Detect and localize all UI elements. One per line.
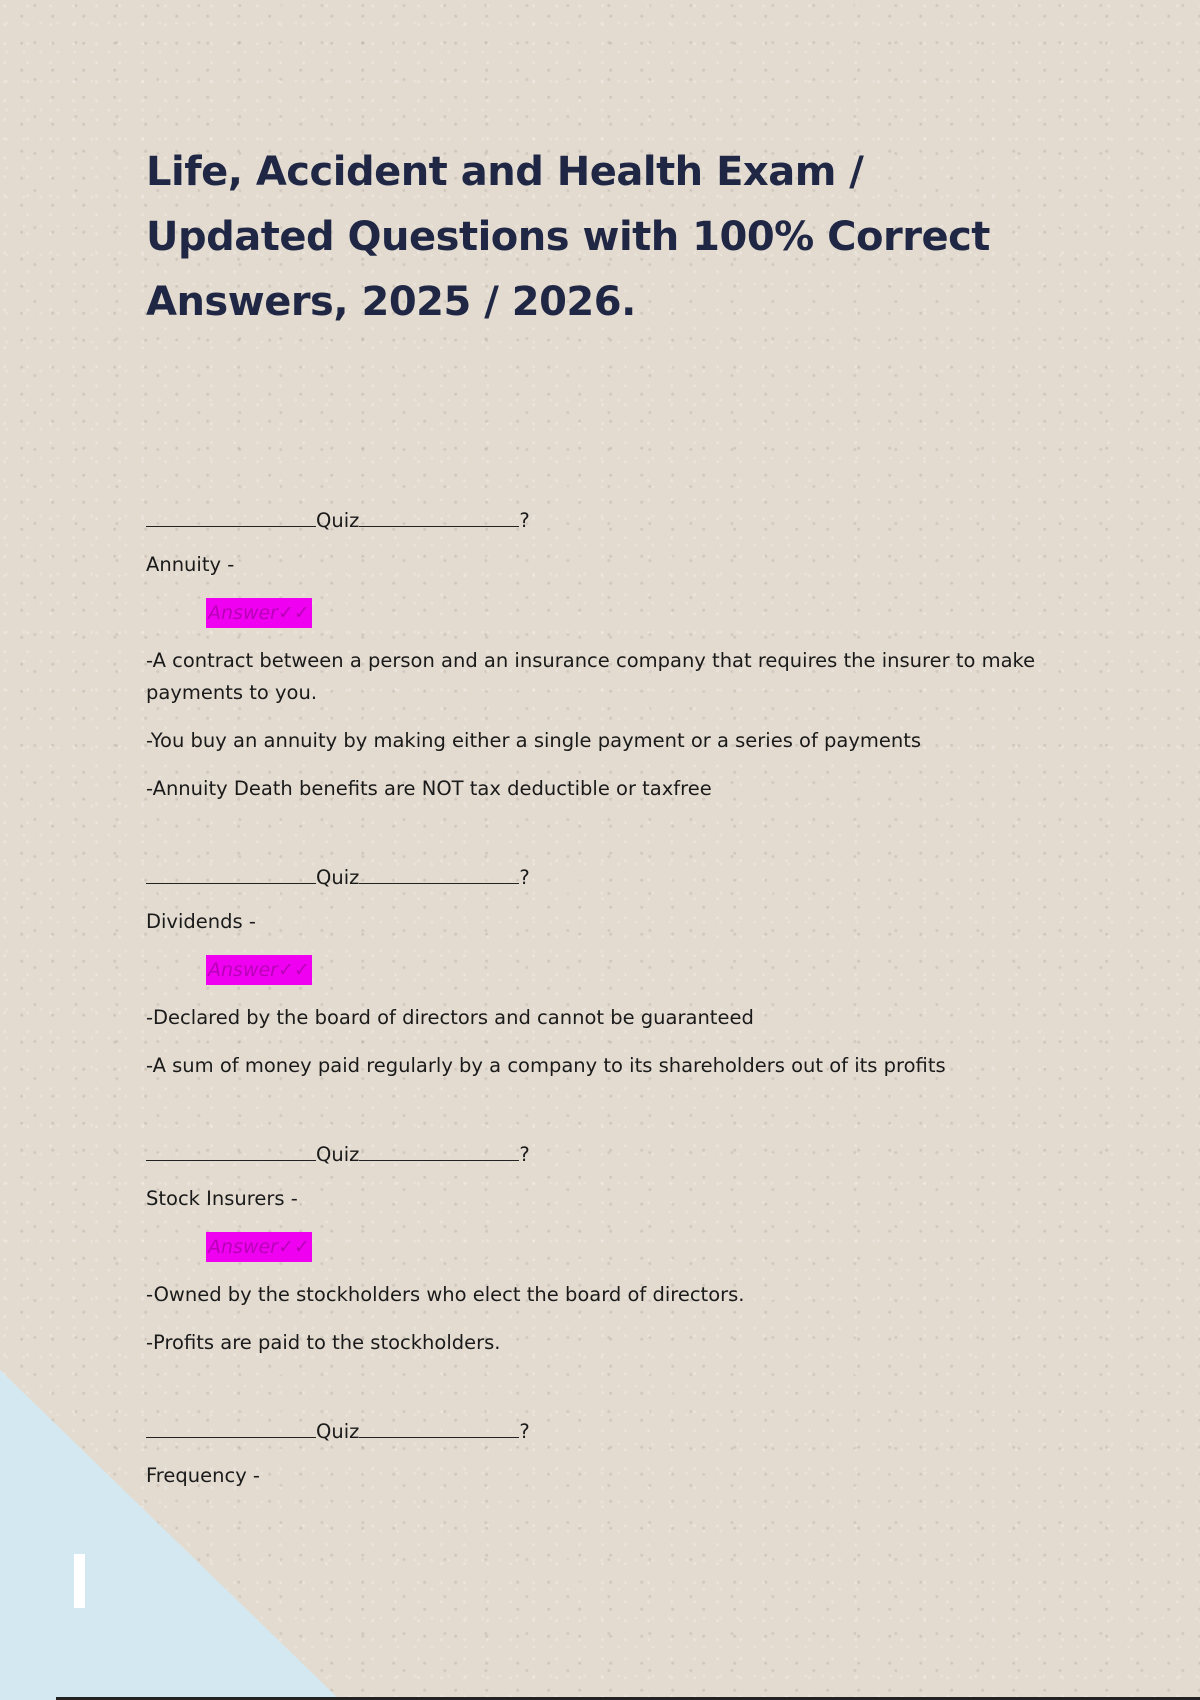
blank-line <box>146 1138 316 1161</box>
quiz-prompt <box>146 1415 1076 1445</box>
answer-text: -You buy an annuity by making either a single payment or a series of payments <box>146 729 922 752</box>
term-label: Annuity - <box>146 553 235 576</box>
answer-text: -A contract between a person and an insurance company that requires the insurer to make payments to you. <box>146 649 1036 704</box>
quiz-item-stock-insurers <box>146 1138 1076 1359</box>
blank-line <box>359 861 519 884</box>
answer-text: -A sum of money paid regularly by a company to its shareholders out of its profits <box>146 1054 946 1077</box>
term-label: Dividends - <box>146 910 256 933</box>
question-mark: ? <box>519 866 530 889</box>
quiz-label: Quiz <box>316 509 360 532</box>
quiz-content <box>146 504 1076 1547</box>
blank-line <box>146 1415 316 1438</box>
quiz-item-annuity <box>146 504 1076 805</box>
answer-badge: Answer✓✓ <box>206 1232 312 1262</box>
quiz-prompt <box>146 861 1076 891</box>
quiz-label: Quiz <box>316 1420 360 1443</box>
question-mark: ? <box>519 1420 530 1443</box>
quiz-label: Quiz <box>316 1143 360 1166</box>
question-mark: ? <box>519 1143 530 1166</box>
answer-text: -Declared by the board of directors and cannot be guaranteed <box>146 1006 754 1029</box>
blank-line <box>146 861 316 884</box>
quiz-item-dividends <box>146 861 1076 1082</box>
term-label: Frequency - <box>146 1464 260 1487</box>
answer-text: -Owned by the stockholders who elect the board of directors. <box>146 1283 745 1306</box>
answer-badge: Answer✓✓ <box>206 955 312 985</box>
answer-text: -Profits are paid to the stockholders. <box>146 1331 501 1354</box>
answer-text: -Annuity Death benefits are NOT tax deductible or taxfree <box>146 777 712 800</box>
quiz-item-frequency <box>146 1415 1076 1491</box>
quiz-prompt <box>146 1138 1076 1168</box>
quiz-label: Quiz <box>316 866 360 889</box>
question-mark: ? <box>519 509 530 532</box>
term-label: Stock Insurers - <box>146 1187 298 1210</box>
quiz-prompt <box>146 504 1076 534</box>
answer-badge: Answer✓✓ <box>206 598 312 628</box>
blank-line <box>359 1415 519 1438</box>
blank-line <box>146 504 316 527</box>
document-title: Life, Accident and Health Exam / Updated Questions with 100% Correct Answers, 2025 / 2026. <box>146 149 990 325</box>
blank-line <box>359 1138 519 1161</box>
blank-line <box>359 504 519 527</box>
page-number-marker <box>74 1554 85 1608</box>
